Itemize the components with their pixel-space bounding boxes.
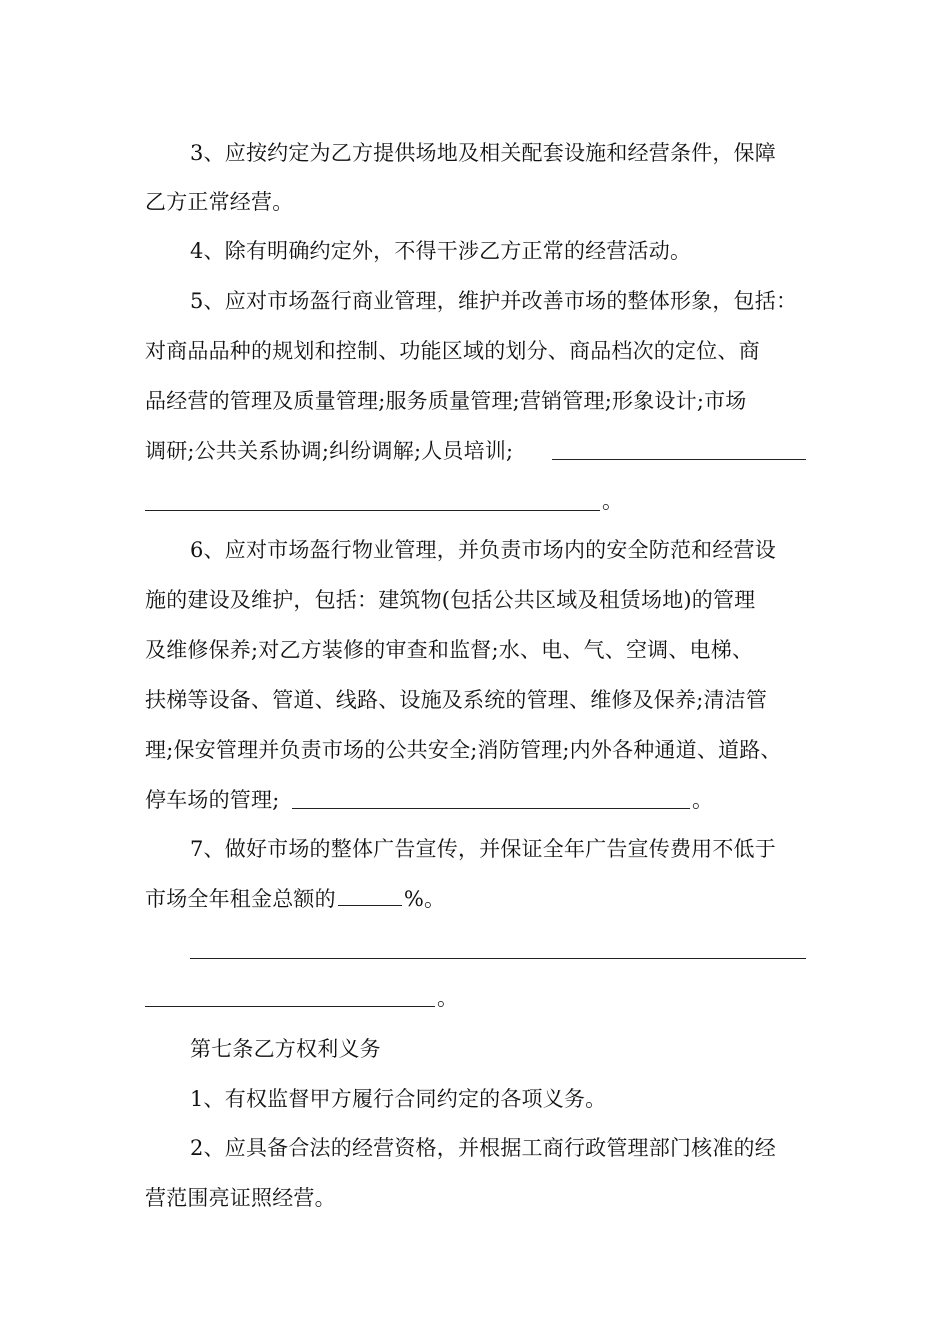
item6-line1: 6、应对市场盔行物业管理，并负责市场内的安全防范和经营设	[190, 538, 776, 562]
b-item2-line2: 营范围亮证照经营。	[145, 1186, 336, 1210]
extra-blank-2	[145, 1006, 435, 1007]
item6-line2: 施的建设及维护，包括：建筑物(包括公共区域及租赁场地)的管理	[145, 588, 756, 612]
item6-line3: 及维修保养;对乙方装修的审查和监督;水、电、气、空调、电梯、	[145, 638, 754, 662]
item5-line1: 5、应对市场盔行商业管理，维护并改善市场的整体形象，包括：	[190, 289, 798, 313]
item7-line2-prefix: 市场全年租金总额的	[145, 887, 336, 911]
item7-line1: 7、做好市场的整体广告宣传，并保证全年广告宣传费用不低于	[190, 837, 776, 861]
b-item1-text: 1、有权监督甲方履行合同约定的各项义务。	[190, 1087, 607, 1111]
item5-line2: 对商品品种的规划和控制、功能区域的划分、商品档次的定位、商	[145, 339, 760, 363]
item5-line3: 品经营的管理及质量管理;服务质量管理;营销管理;形象设计;市场	[145, 389, 747, 413]
item6-blank	[292, 808, 690, 809]
item6-line5: 理;保安管理并负责市场的公共安全;消防管理;内外各种通道、道路、	[145, 738, 782, 762]
item6-line4: 扶梯等设备、管道、线路、设施及系统的管理、维修及保养;清洁管	[145, 688, 768, 712]
item5-end-mark: 。	[602, 489, 623, 513]
article7-title: 第七条乙方权利义务	[190, 1037, 381, 1061]
percent-blank	[338, 887, 402, 906]
item6-line6: 停车场的管理;	[145, 788, 280, 812]
b-item2-line1: 2、应具备合法的经营资格，并根据工商行政管理部门核准的经	[190, 1136, 776, 1160]
item4-text: 4、除有明确约定外，不得干涉乙方正常的经营活动。	[190, 239, 692, 263]
extra-blank-1	[190, 958, 806, 959]
item6-end-mark: 。	[692, 788, 713, 812]
item7-line2-suffix: %。	[403, 887, 446, 911]
item5-blank-1	[552, 459, 806, 460]
item5-blank-2	[145, 510, 600, 511]
item3-line1: 3、应按约定为乙方提供场地及相关配套设施和经营条件，保障	[190, 141, 776, 165]
item3-line2: 乙方正常经营。	[145, 190, 294, 214]
item5-line4: 调研;公共关系协调;纠纷调解;人员培训;	[145, 439, 514, 463]
item7-line2	[145, 884, 445, 914]
extra-end-mark: 。	[437, 986, 458, 1010]
